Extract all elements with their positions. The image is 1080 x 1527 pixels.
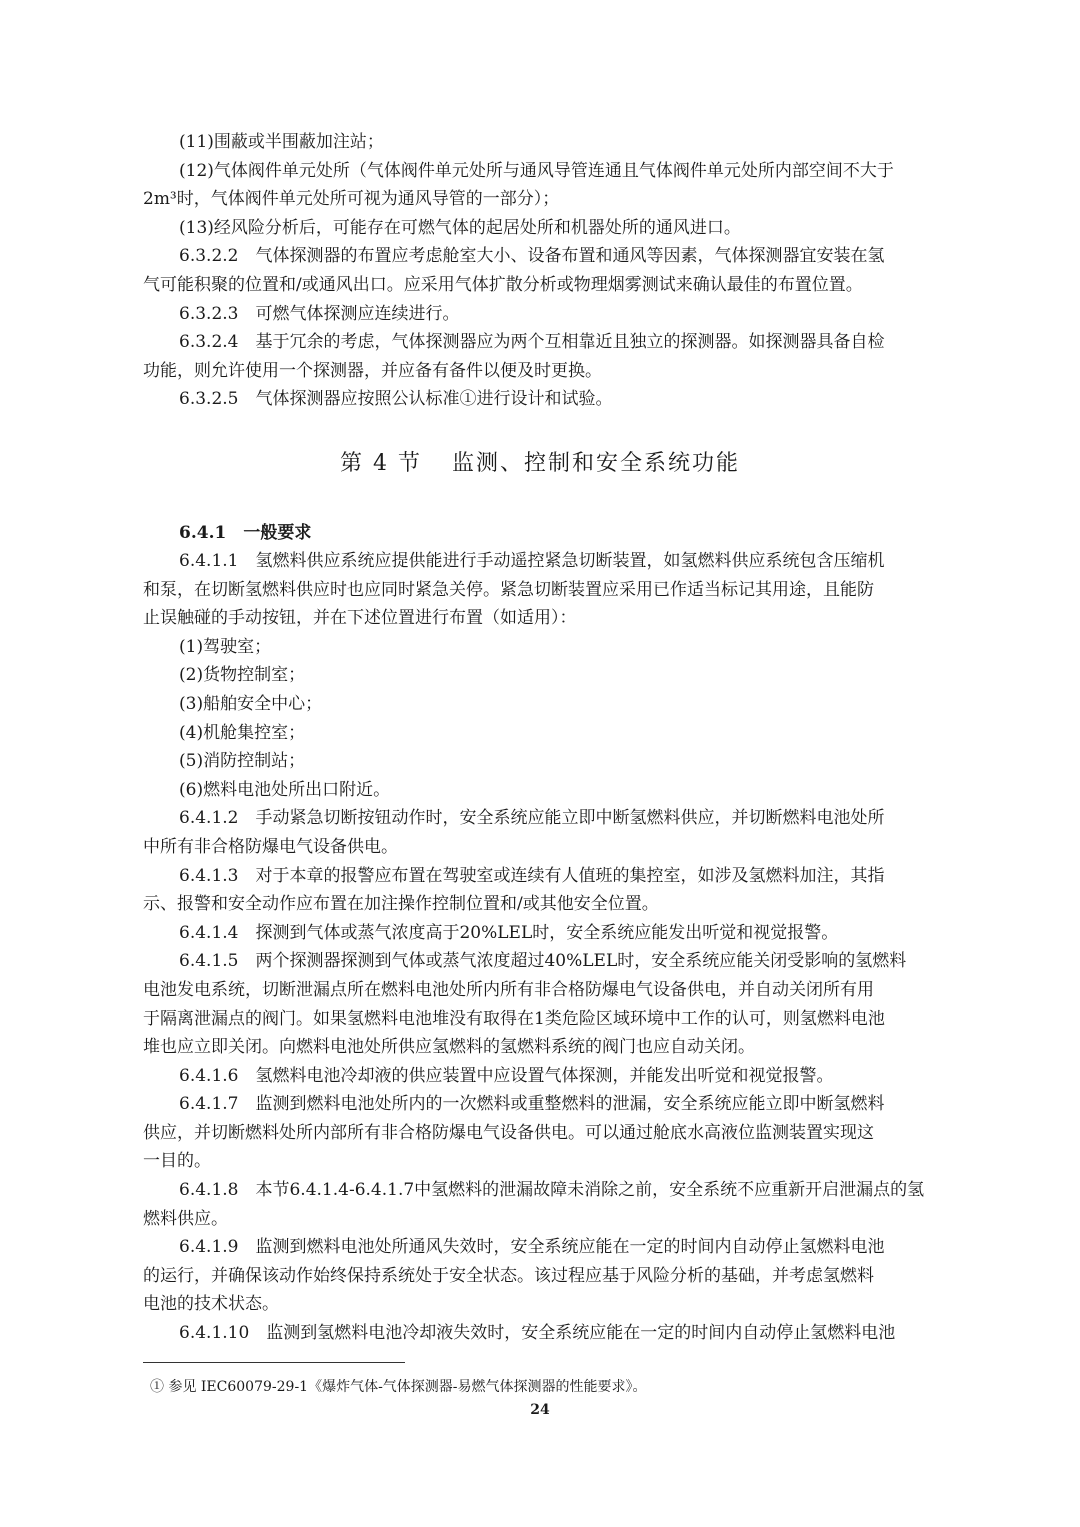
text-line: (4)机舱集控室； — [179, 722, 306, 743]
text-line: 6.4.1.6 氢燃料电池冷却液的供应装置中应设置气体探测，并能发出听觉和视觉报警。 — [179, 1065, 834, 1086]
text-line: 6.3.2.4 基于冗余的考虑，气体探测器应为两个互相靠近且独立的探测器。如探测器具备自检 — [179, 332, 885, 353]
text-line: 6.4.1.8 本节6.4.1.4-6.4.1.7中氢燃料的泄漏故障未消除之前，安全系统不应重新开启泄漏点的氢 — [179, 1180, 925, 1201]
page-number: 24 — [530, 1402, 550, 1418]
text-line: 6.4.1.7 监测到燃料电池处所内的一次燃料或重整燃料的泄漏，安全系统应能立即中断氢燃料 — [179, 1094, 885, 1115]
text-line: 气可能积聚的位置和/或通风出口。应采用气体扩散分析或物理烟雾测试来确认最佳的布置位置。 — [143, 274, 863, 295]
text-line: 电池的技术状态。 — [143, 1294, 279, 1315]
text-line: (2)货物控制室； — [179, 665, 306, 686]
section-title — [0, 444, 1080, 484]
section-number: 第 4 节 — [340, 451, 422, 476]
text-line: (1)驾驶室； — [179, 636, 272, 657]
text-line: 于隔离泄漏点的阀门。如果氢燃料电池堆没有取得在1类危险区域环境中工作的认可，则氢燃料电池 — [143, 1008, 885, 1029]
text-line: 堆也应立即关闭。向燃料电池处所供应氢燃料的氢燃料系统的阀门也应自动关闭。 — [143, 1037, 755, 1058]
text-line: 6.4.1.9 监测到燃料电池处所通风失效时，安全系统应能在一定的时间内自动停止氢燃料电池 — [179, 1237, 885, 1258]
text-line: 6.3.2.3 可燃气体探测应连续进行。 — [179, 303, 460, 324]
text-line: 6.4.1.2 手动紧急切断按钮动作时，安全系统应能立即中断氢燃料供应，并切断燃料电池处所 — [179, 808, 885, 829]
body-text-block — [143, 547, 967, 1348]
text-line: 燃料供应。 — [143, 1208, 228, 1229]
text-line: 功能，则允许使用一个探测器，并应备有备件以便及时更换。 — [143, 360, 602, 381]
text-line: 和泵，在切断氢燃料供应时也应同时紧急关停。紧急切断装置应采用已作适当标记其用途，且能防 — [143, 579, 874, 600]
footnote-divider — [143, 1362, 405, 1363]
text-line: 电池发电系统，切断泄漏点所在燃料电池处所内所有非合格防爆电气设备供电，并自动关闭所有用 — [143, 979, 874, 1000]
text-line: 6.4.1.3 对于本章的报警应布置在驾驶室或连续有人值班的集控室，如涉及氢燃料加注，其指 — [179, 865, 885, 886]
text-line: 6.4.1.5 两个探测器探测到气体或蒸气浓度超过40%LEL时，安全系统应能关闭受影响的氢燃料 — [179, 951, 907, 972]
text-line: (11)围蔽或半围蔽加注站； — [179, 132, 384, 152]
text-line: 6.4.1.1 氢燃料供应系统应提供能进行手动遥控紧急切断装置，如氢燃料供应系统包含压缩机 — [179, 551, 885, 571]
text-line: 一目的。 — [143, 1151, 211, 1172]
text-line: (13)经风险分析后，可能存在可燃气体的起居处所和机器处所的通风进口。 — [179, 217, 741, 238]
text-line: (6)燃料电池处所出口附近。 — [179, 779, 391, 800]
text-line: 6.3.2.2 气体探测器的布置应考虑舱室大小、设备布置和通风等因素，气体探测器宜安装在氢 — [179, 246, 885, 267]
top-text-block — [143, 128, 967, 414]
text-line: (3)船舶安全中心； — [179, 693, 323, 714]
footnote: ① 参见 IEC60079-29-1《爆炸气体-气体探测器-易燃气体探测器的性能要求》。 — [150, 1379, 647, 1395]
text-line: 2m³时，气体阀件单元处所可视为通风导管的一部分）； — [143, 189, 560, 210]
text-line: 供应，并切断燃料处所内部所有非合格防爆电气设备供电。可以通过舱底水高液位监测装置实现这 — [143, 1122, 874, 1143]
text-line: 6.3.2.5 气体探测器应按照公认标准①进行设计和试验。 — [179, 389, 613, 410]
section-name: 监测、控制和安全系统功能 — [451, 451, 740, 476]
text-line: 6.4.1.10 监测到氢燃料电池冷却液失效时，安全系统应能在一定的时间内自动停止氢燃料电池 — [179, 1323, 896, 1344]
text-line: 示、报警和安全动作应布置在加注操作控制位置和/或其他安全位置。 — [143, 894, 659, 915]
text-line: (12)气体阀件单元处所（气体阀件单元处所与通风导管连通且气体阀件单元处所内部空间不大于 — [179, 160, 894, 181]
text-line: 止误触碰的手动按钮，并在下述位置进行布置（如适用）： — [143, 608, 577, 629]
subsection-heading: 6.4.1 一般要求 — [179, 523, 312, 543]
text-line: 6.4.1.4 探测到气体或蒸气浓度高于20%LEL时，安全系统应能发出听觉和视觉报警。 — [179, 922, 839, 943]
text-line: (5)消防控制站； — [179, 751, 306, 772]
text-line: 中所有非合格防爆电气设备供电。 — [143, 836, 398, 857]
text-line: 的运行，并确保该动作始终保持系统处于安全状态。该过程应基于风险分析的基础，并考虑氢燃料 — [143, 1265, 874, 1286]
